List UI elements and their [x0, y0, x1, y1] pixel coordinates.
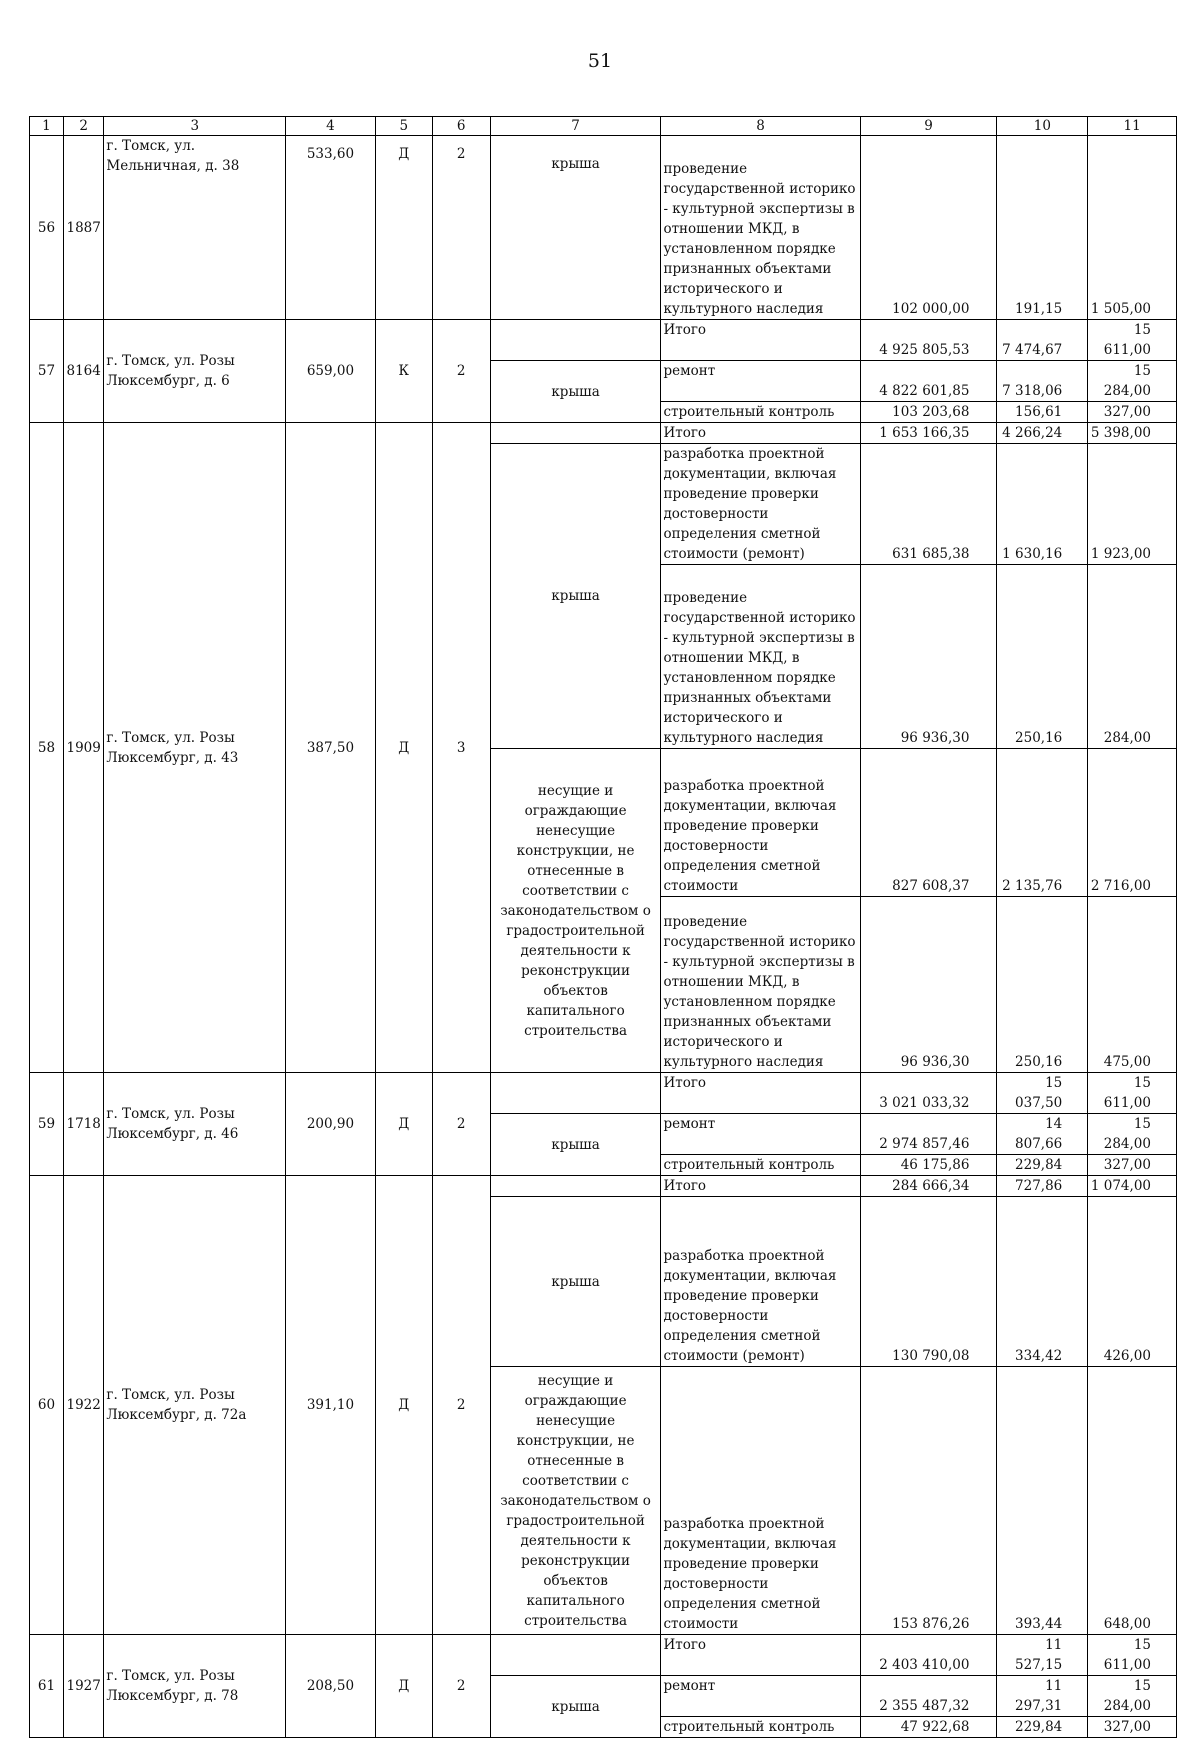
- value-col10: 4 266,24: [997, 423, 1088, 444]
- count-cell: 2: [432, 320, 490, 423]
- count-cell: 2: [432, 1635, 490, 1738]
- work-description: разработка проектной документации, включая проведение проверки достоверности определения сметной стоимости: [661, 1367, 860, 1635]
- element-cell: крыша: [490, 136, 661, 320]
- header-cell: 10: [997, 117, 1088, 136]
- table-header-row: [30, 117, 1177, 136]
- value-col9: 4 925 805,53: [860, 320, 997, 361]
- value-col10: 156,61: [997, 402, 1088, 423]
- value-col10: 250,16: [997, 897, 1088, 1073]
- row-code: 1718: [63, 1073, 103, 1176]
- value-col9: 130 790,08: [860, 1197, 997, 1367]
- value-col9: 102 000,00: [860, 136, 997, 320]
- value-col10: 11 527,15: [997, 1635, 1088, 1676]
- total-label: Итого: [661, 1176, 860, 1197]
- count-cell: 2: [432, 136, 490, 320]
- row-code: 1909: [63, 423, 103, 1073]
- address-cell: г. Томск, ул. Розы Люксембург, д. 72а: [104, 1176, 286, 1635]
- work-description: ремонт: [661, 1114, 860, 1155]
- address-cell: г. Томск, ул. Розы Люксембург, д. 78: [104, 1635, 286, 1738]
- total-label: Итого: [661, 423, 860, 444]
- empty-cell: [490, 1635, 661, 1676]
- table-row: [30, 136, 1177, 320]
- value-col10: 7 474,67: [997, 320, 1088, 361]
- value-col9: 46 175,86: [860, 1155, 997, 1176]
- row-code: 8164: [63, 320, 103, 423]
- row-number: 56: [30, 136, 64, 320]
- count-cell: 2: [432, 1073, 490, 1176]
- row-number: 58: [30, 423, 64, 1073]
- value-col10: 7 318,06: [997, 361, 1088, 402]
- work-description: разработка проектной документации, включая проведение проверки достоверности определения сметной стоимости: [661, 749, 860, 897]
- work-description: проведение государственной историко - культурной экспертизы в отношении МКД, в установленном порядке признанных объектами исторического и культурного наследия: [661, 897, 860, 1073]
- value-col11: 327,00: [1088, 402, 1177, 423]
- value-col11: 15 611,00: [1088, 1073, 1177, 1114]
- area-cell: 659,00: [286, 320, 376, 423]
- address-cell: г. Томск, ул. Розы Люксембург, д. 43: [104, 423, 286, 1073]
- header-cell: 9: [860, 117, 997, 136]
- address-cell: г. Томск, ул. Мельничная, д. 38: [104, 136, 286, 320]
- value-col11: 15 284,00: [1088, 1114, 1177, 1155]
- header-cell: 3: [104, 117, 286, 136]
- area-cell: 387,50: [286, 423, 376, 1073]
- element-cell: несущие и ограждающие ненесущие конструкции, не отнесенные в соответствии с законодательством о градостроительной деятельности к реконструкции объектов капитального строительства: [490, 749, 661, 1073]
- value-col11: 475,00: [1088, 897, 1177, 1073]
- value-col9: 96 936,30: [860, 897, 997, 1073]
- value-col9: 3 021 033,32: [860, 1073, 997, 1114]
- area-cell: 208,50: [286, 1635, 376, 1738]
- work-description: строительный контроль: [661, 1155, 860, 1176]
- value-col10: 11 297,31: [997, 1676, 1088, 1717]
- total-label: Итого: [661, 1073, 860, 1114]
- header-cell: 1: [30, 117, 64, 136]
- value-col11: 1 923,00: [1088, 444, 1177, 565]
- value-col9: 2 974 857,46: [860, 1114, 997, 1155]
- row-code: 1887: [63, 136, 103, 320]
- value-col11: 15 611,00: [1088, 320, 1177, 361]
- element-cell: крыша: [490, 361, 661, 423]
- value-col10: 727,86: [997, 1176, 1088, 1197]
- element-cell: крыша: [490, 1197, 661, 1367]
- value-col11: 284,00: [1088, 565, 1177, 749]
- table-row: [30, 1635, 1177, 1676]
- total-label: Итого: [661, 1635, 860, 1676]
- repair-program-table: [29, 116, 1177, 1738]
- work-description: строительный контроль: [661, 402, 860, 423]
- value-col9: 4 822 601,85: [860, 361, 997, 402]
- value-col9: 47 922,68: [860, 1717, 997, 1738]
- work-description: проведение государственной историко - культурной экспертизы в отношении МКД, в установленном порядке признанных объектами исторического и культурного наследия: [661, 565, 860, 749]
- table-row: [30, 320, 1177, 361]
- row-number: 61: [30, 1635, 64, 1738]
- value-col10: 14 807,66: [997, 1114, 1088, 1155]
- value-col11: 1 074,00: [1088, 1176, 1177, 1197]
- row-number: 59: [30, 1073, 64, 1176]
- element-cell: крыша: [490, 1676, 661, 1738]
- header-cell: 11: [1088, 117, 1177, 136]
- type-cell: Д: [375, 423, 432, 1073]
- value-col9: 2 355 487,32: [860, 1676, 997, 1717]
- value-col11: 327,00: [1088, 1155, 1177, 1176]
- row-number: 60: [30, 1176, 64, 1635]
- work-description: ремонт: [661, 361, 860, 402]
- work-description: разработка проектной документации, включая проведение проверки достоверности определения сметной стоимости (ремонт): [661, 444, 860, 565]
- value-col9: 103 203,68: [860, 402, 997, 423]
- value-col10: 393,44: [997, 1367, 1088, 1635]
- value-col11: 327,00: [1088, 1717, 1177, 1738]
- area-cell: 200,90: [286, 1073, 376, 1176]
- value-col10: 250,16: [997, 565, 1088, 749]
- page-number: 51: [587, 50, 613, 72]
- table-row: [30, 423, 1177, 444]
- value-col11: 426,00: [1088, 1197, 1177, 1367]
- value-col11: 1 505,00: [1088, 136, 1177, 320]
- value-col9: 284 666,34: [860, 1176, 997, 1197]
- count-cell: 3: [432, 423, 490, 1073]
- value-col9: 631 685,38: [860, 444, 997, 565]
- empty-cell: [490, 423, 661, 444]
- value-col9: 827 608,37: [860, 749, 997, 897]
- value-col9: 153 876,26: [860, 1367, 997, 1635]
- value-col11: 5 398,00: [1088, 423, 1177, 444]
- value-col11: 15 284,00: [1088, 1676, 1177, 1717]
- row-code: 1922: [63, 1176, 103, 1635]
- value-col11: 648,00: [1088, 1367, 1177, 1635]
- value-col10: 334,42: [997, 1197, 1088, 1367]
- area-cell: 533,60: [286, 136, 376, 320]
- value-col9: 96 936,30: [860, 565, 997, 749]
- table-row: [30, 1176, 1177, 1197]
- element-cell: крыша: [490, 1114, 661, 1176]
- empty-cell: [490, 1176, 661, 1197]
- empty-cell: [490, 1073, 661, 1114]
- header-cell: 6: [432, 117, 490, 136]
- row-number: 57: [30, 320, 64, 423]
- type-cell: Д: [375, 1176, 432, 1635]
- area-cell: 391,10: [286, 1176, 376, 1635]
- value-col10: 229,84: [997, 1155, 1088, 1176]
- value-col10: 191,15: [997, 136, 1088, 320]
- element-cell: крыша: [490, 444, 661, 749]
- work-description: ремонт: [661, 1676, 860, 1717]
- header-cell: 2: [63, 117, 103, 136]
- header-cell: 5: [375, 117, 432, 136]
- value-col10: 229,84: [997, 1717, 1088, 1738]
- value-col11: 2 716,00: [1088, 749, 1177, 897]
- total-label: Итого: [661, 320, 860, 361]
- value-col10: 15 037,50: [997, 1073, 1088, 1114]
- header-cell: 4: [286, 117, 376, 136]
- type-cell: Д: [375, 136, 432, 320]
- address-cell: г. Томск, ул. Розы Люксембург, д. 6: [104, 320, 286, 423]
- type-cell: Д: [375, 1635, 432, 1738]
- empty-cell: [490, 320, 661, 361]
- header-cell: 8: [661, 117, 860, 136]
- work-description: разработка проектной документации, включая проведение проверки достоверности определения сметной стоимости (ремонт): [661, 1197, 860, 1367]
- work-description: проведение государственной историко - культурной экспертизы в отношении МКД, в установленном порядке признанных объектами исторического и культурного наследия: [661, 136, 860, 320]
- type-cell: Д: [375, 1073, 432, 1176]
- value-col11: 15 284,00: [1088, 361, 1177, 402]
- row-code: 1927: [63, 1635, 103, 1738]
- element-cell: несущие и ограждающие ненесущие конструкции, не отнесенные в соответствии с законодательством о градостроительной деятельности к реконструкции объектов капитального строительства: [490, 1367, 661, 1635]
- value-col9: 1 653 166,35: [860, 423, 997, 444]
- header-cell: 7: [490, 117, 661, 136]
- value-col10: 2 135,76: [997, 749, 1088, 897]
- table-row: [30, 1073, 1177, 1114]
- type-cell: К: [375, 320, 432, 423]
- value-col9: 2 403 410,00: [860, 1635, 997, 1676]
- count-cell: 2: [432, 1176, 490, 1635]
- value-col10: 1 630,16: [997, 444, 1088, 565]
- address-cell: г. Томск, ул. Розы Люксембург, д. 46: [104, 1073, 286, 1176]
- work-description: строительный контроль: [661, 1717, 860, 1738]
- value-col11: 15 611,00: [1088, 1635, 1177, 1676]
